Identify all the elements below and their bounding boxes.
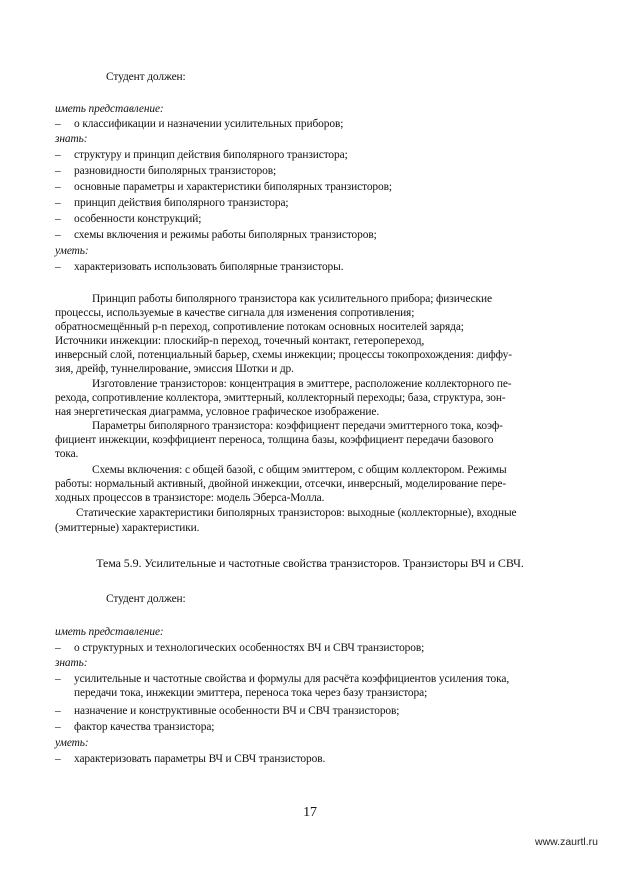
content-line: инверсный слой, потенциальный барьер, схемы инжекции; процессы токопрохождения: диффу- xyxy=(55,349,512,361)
content-line: процессы, используемые в качестве сигнала для изменения сопротивления; xyxy=(55,307,415,319)
be-able-heading: уметь: xyxy=(55,245,89,257)
content-line: зия, дрейф, туннелирование, эмиссия Шотки и др. xyxy=(55,363,294,375)
list-item: – о структурных и технологических особенностях ВЧ и СВЧ транзисторов; xyxy=(55,642,425,654)
list-item: – схемы включения и режимы работы биполярных транзисторов; xyxy=(55,229,377,241)
site-watermark: www.zaurtl.ru xyxy=(534,836,598,848)
list-item: – разновидности биполярных транзисторов; xyxy=(55,165,277,177)
content-line: Принцип работы биполярного транзистора как усилительного прибора; физические xyxy=(92,293,492,305)
student-must-heading: Студент должен: xyxy=(106,71,186,83)
list-item: – основные параметры и характеристики биполярных транзисторов; xyxy=(55,181,392,193)
content-line: Схемы включения: с общей базой, с общим эмиттером, с общим коллектором. Режимы xyxy=(92,464,507,476)
list-item: – принцип действия биполярного транзистора; xyxy=(55,197,289,209)
content-line: ходных процессов в транзисторе: модель Эберса-Молла. xyxy=(55,492,325,504)
topic-title: Тема 5.9. Усилительные и частотные свойства транзисторов. Транзисторы ВЧ и СВЧ. xyxy=(96,556,524,570)
know-heading: знать: xyxy=(55,133,88,145)
list-item: – назначение и конструктивные особенности ВЧ и СВЧ транзисторов; xyxy=(55,705,400,717)
list-item: – фактор качества транзистора; xyxy=(55,721,215,733)
have-idea-heading: иметь представление: xyxy=(55,103,164,115)
list-item: – характеризовать параметры ВЧ и СВЧ транзисторов. xyxy=(55,753,326,765)
list-item: – о классификации и назначении усилительных приборов; xyxy=(55,118,344,130)
content-line: Параметры биполярного транзистора: коэффициент передачи эмиттерного тока, коэф- xyxy=(92,420,503,432)
content-line: работы: нормальный активный, двойной инжекции, отсечки, инверсный, моделирование пере- xyxy=(55,478,507,490)
content-line: Изготовление транзисторов: концентрация в эмиттере, расположение коллекторного пе- xyxy=(92,378,512,390)
content-line: (эмиттерные) характеристики. xyxy=(55,522,200,534)
content-line: Статические характеристики биполярных транзисторов: выходные (коллекторные), входные xyxy=(76,507,517,519)
content-line: обратносмещённый p-n переход, сопротивление потокам основных носителей заряда; xyxy=(55,321,464,333)
student-must-heading: Студент должен: xyxy=(106,593,186,605)
be-able-heading: уметь: xyxy=(55,737,89,749)
list-item: – структуру и принцип действия биполярного транзистора; xyxy=(55,149,348,161)
list-item-continuation: передачи тока, инжекции эмиттера, переноса тока через базу транзистора; xyxy=(74,687,428,699)
list-item: – характеризовать использовать биполярные транзисторы. xyxy=(55,261,344,273)
list-item: – усилительные и частотные свойства и формулы для расчёта коэффициентов усиления тока, xyxy=(55,673,510,685)
have-idea-heading: иметь представление: xyxy=(55,626,164,638)
content-line: рехода, сопротивление коллектора, эмиттерный, коллекторный переходы; база, структура, зон- xyxy=(55,392,506,404)
content-line: фициент инжекции, коэффициент переноса, толщина базы, коэффициент передачи базового xyxy=(55,434,494,446)
content-line: Источники инжекции: плоскийр-n переход, точечный контакт, гетеропереход, xyxy=(55,335,425,347)
content-line: тока. xyxy=(55,448,79,460)
page-number: 17 xyxy=(303,805,317,820)
content-line: ная энергетическая диаграмма, условное графическое изображение. xyxy=(55,406,380,418)
know-heading: знать: xyxy=(55,657,88,669)
list-item: – особенности конструкций; xyxy=(55,213,202,225)
